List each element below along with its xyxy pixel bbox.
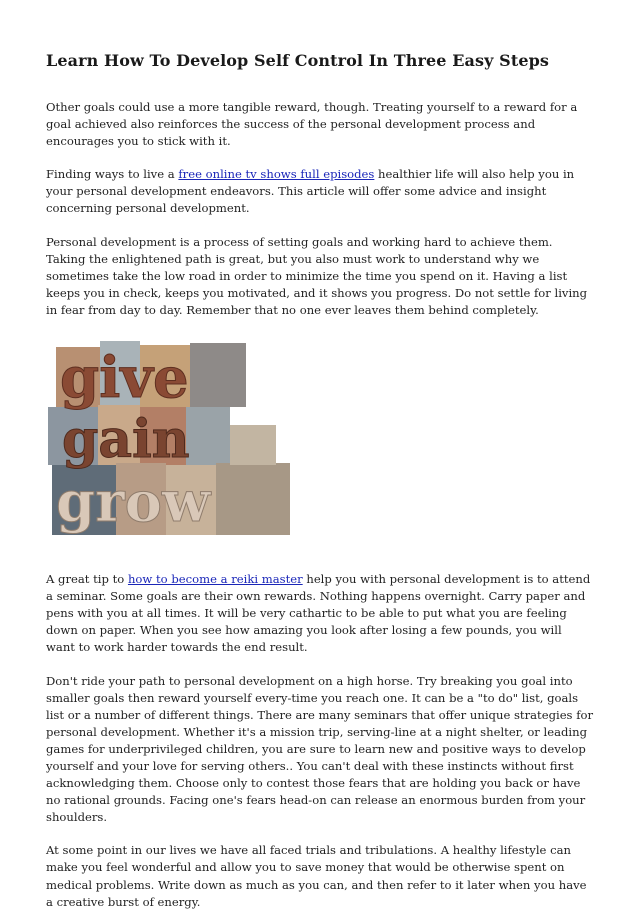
link-free-online-tv-shows[interactable]: free online tv shows full episodes <box>178 167 375 182</box>
paragraph-2-text-start: Finding ways to live a <box>46 167 179 182</box>
paragraph-3: Personal development is a process of setting goals and working hard to achieve them. Taking the enlightened path is great, but you also must work to understand why we sometimes take the low road in order to minimize the time you spend on it. Having a list keeps you in check, keeps you motivated, and it shows you progress. Do not settle for living in fear from day to day. Remember that no one ever leaves them behind completely. <box>46 234 588 317</box>
paragraph-4-text-start: A great tip to <box>46 572 128 587</box>
paragraph-5: Don't ride your path to personal development on a high horse. Try breaking you goal into smaller goals then reward yourself every-time you reach one. It can be a "to do" list, goals list or a number of different things. There are many seminars that offer unique strategies for personal development. Whether it's a mission trip, serving-line at a night shelter, or leading games for underprivileged children, you are sure to learn new and positive ways to develop yourself and your love for serving others.. You can't deal with these instincts without first acknowledging them. Choose only to contest those fears that are holding you back or have no rational grounds. Facing one's fears head-on can release an enormous burden from your shoulders. <box>46 673 594 825</box>
link-how-to-become-reiki-master[interactable]: how to become a reiki master <box>127 572 303 587</box>
paragraph-2-text-end: healthier life will also help you in your personal development endeavors. This article will offer some advice and insight concerning personal development. <box>46 167 575 216</box>
paragraph-2 <box>46 166 594 217</box>
paragraph-4 <box>46 571 594 656</box>
word-gain: gain <box>62 409 190 471</box>
article-title: Learn How To Develop Self Control In Three Easy Steps <box>46 51 550 70</box>
word-grow: grow <box>56 469 211 536</box>
paragraph-6: At some point in our lives we have all faced trials and tribulations. A healthy lifestyle can make you feel wonderful and allow you to save money that would be otherwise spent on medical problems. Write down as much as you can, and then refer to it later when you have a creative burst of energy. <box>46 843 587 909</box>
word-give: give <box>60 345 189 412</box>
paragraph-1: Other goals could use a more tangible reward, though. Treating yourself to a reward for a goal achieved also reinforces the success of the personal development process and encourages you to stick with it. <box>46 100 578 149</box>
paragraph-4-text-end: help you with personal development is to attend a seminar. Some goals are their own rewards. Nothing happens overnight. Carry paper and pens with you at all times. It will be very cathartic to be able to put what you are feeling down on paper. When you see how amazing you look after losing a few pounds, you will want to work harder towards the end result. <box>46 572 591 655</box>
give-gain-grow-image <box>46 339 296 539</box>
